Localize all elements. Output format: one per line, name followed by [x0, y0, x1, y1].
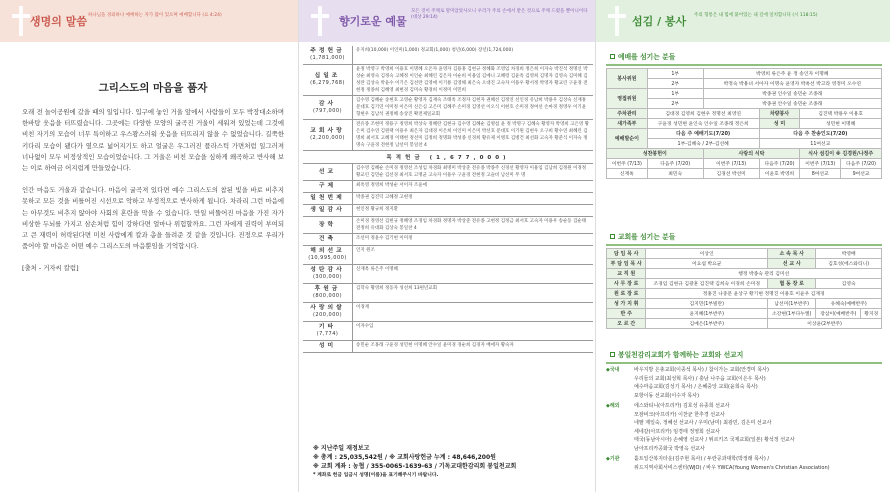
sermon-panel [0, 0, 298, 492]
offering-row [303, 217, 593, 234]
offering-amount: (6,279,768) [310, 80, 345, 86]
offering-verse: 모든 것이 주께로 말미암았사오니 우리가 주의 손에서 받은 것으로 주께 드렸을 뿐이니이다 (대상 29:14) [411, 9, 588, 20]
offering-names: 최옥영 정영희 박성순 서이자 조윤애 [356, 183, 427, 188]
offering-row [303, 46, 593, 65]
mission-item: 에스와티니(아프리카) 김호성 유종희 선교사 [634, 403, 730, 409]
offering-amount: (7,774) [316, 331, 339, 337]
church-servants-section [606, 228, 882, 329]
checkbox-icon [610, 352, 615, 357]
offering-label: 후원금 (800,000) [303, 284, 353, 302]
offering-row [303, 96, 593, 120]
offering-amount: (200,000) [312, 312, 343, 318]
offering-row [303, 303, 593, 322]
table-row: 원 로 장 로 정홍진 나중문 윤상구 황기현 정명진 이용호 이윤우 김재경 [607, 289, 882, 299]
checkbox-icon [610, 54, 615, 59]
offering-names: 김수영 김혜순 손미경 정영선 조성임 차경화 최명미 박상준 전유종 박종주 신경선 황영자 이용임 김남희 김정원 이경정 황교린 김민순 김선경 최서호 고명균 고숙자 이용우 구윤경 전현정 고슬비 남선미 무 명 [356, 166, 587, 178]
table-row: 성 가 지 휘 김지민(1부빌란) 남선미(1부반주) 유혜숙(예배반주) [607, 299, 882, 309]
mission-group-label: ◆국내 [606, 367, 620, 373]
sermon-essay [22, 80, 284, 272]
mission-group-label: ◆기관 [606, 456, 620, 462]
offering-row [303, 246, 593, 265]
mission-section [606, 346, 882, 474]
offering-label: 기타 (7,774) [303, 322, 353, 340]
offering-amount: (10,995,000) [308, 255, 347, 261]
essay-title: 그리스도의 마음을 품자 [98, 82, 208, 94]
offering-label: 건축 [303, 234, 353, 245]
table-row: 신재옥 최민숙 김경선 박선미 이윤호 박영희 8여선교 9여선교 [607, 169, 882, 179]
offering-label: 교회사랑 (2,200,000) [303, 120, 353, 150]
offering-row [303, 151, 593, 164]
offering-row [303, 284, 593, 303]
cross-icon [606, 6, 628, 36]
service-panel [596, 0, 890, 492]
summary-line: ※ 지난주일 재정보고 [313, 445, 370, 452]
mission-item: 우리들의 교회(최성혁 목사) / 충남 나주읍 교회(이은우 목사) [634, 375, 766, 382]
offering-amount: (1,781,000) [310, 55, 345, 61]
offering-label: 해외선교 (10,995,000) [303, 246, 353, 264]
offering-row [303, 341, 593, 353]
mission-item: 바우지방 은총교회(이종석 목사) / 참이가는 교회(안경미 목사) [634, 367, 769, 373]
essay-paragraph: 인간 마음도 거울과 같습니다. 마음이 굴곡져 있다면 예수 그리스도의 참된 빛을 바로 비추지 못하고 모든 것을 비틀어진 시선으로 악하고 부정적으로 반사하게 됩니다. 차라리 그런 마음에는 아무것도 비추지 않아야 사회의 혼란을 막을 수 있습니다. 만일 비뚤어진 마음을 가진 자가 비상한 두뇌를 가지고 삼손처럼 힘이 강하다면 얼마나 위험할까요. 그런 자에게 권력이 부여되고 큰 재력이 허락된다면 미친 사람에게 칼과 총을 들려준 것 같을 것입니다. 진정으로 우리가 품어야 할 마음은 어떤 예수 그리스도의 마음뿐임을 기억합시다. [22, 186, 284, 251]
service-verse: 주의 형통은 내 힘에 붙어있는 내 길에 일치합니다 (시 118:15) [694, 13, 818, 18]
mission-item: 홀트일산복지타운(김주현 목사) / 두란공과대학(박정래 목사) / [634, 456, 770, 462]
table-row: 오 르 간 김예은(1부반주) 이상윤(2부반주) [607, 319, 882, 329]
table-row: 성찬봉헌이 사랑의 식탁 식사 섬김이 ※ 김경원/나정주 [607, 149, 882, 159]
offering-names: 손미경 정영선 김현규 정혜영 조경임 차경화 정명자 박상준 전유종 고현정 김정금 최서호 고숙자 이용우 송순동 김순태 전정희 유대화 김상숙 봉일찬 4 [356, 219, 587, 231]
offering-row [303, 322, 593, 341]
offering-summary [313, 444, 593, 480]
offering-section-title: 향기로운 예물 [339, 15, 407, 28]
mission-group [606, 455, 882, 472]
section-title: 예배를 섬기는 분들 [606, 48, 882, 66]
offering-row [303, 265, 593, 284]
mission-group [606, 402, 882, 453]
table-row: 예배말순이 다음 주 예배기도(7/20) 다음 주 찬송인도(7/20) [607, 129, 882, 139]
offering-label: 주정헌금 (1,781,000) [303, 46, 353, 64]
worship-servants-table [606, 68, 882, 179]
offering-label: 생일감사 [303, 205, 353, 216]
offering-names: 신재옥 류은주 이명혜 [356, 267, 398, 272]
sermon-verse: 하나님을 경외하나 예배하는 자가 많이 있으며 예배합니다 (요 4:24) [88, 13, 222, 18]
offering-row [303, 65, 593, 96]
offering-amount: (300,000) [312, 274, 343, 280]
mission-item: 태국(동남아시아) 손혜영 선교사 / 튀르키즈 국제교회(일본) 황석정 선교사 [634, 437, 795, 443]
mission-group-label: ◆해외 [606, 403, 620, 409]
worship-servants-section [606, 48, 882, 179]
mission-item: 포항이동 선교회(이수자 목사) [634, 392, 700, 399]
offering-names: 이자수입 [356, 324, 374, 329]
offering-names: 이경재 [356, 305, 370, 310]
offering-names: 송민순 조홍래 구윤경 성민현 이명혜 안수일 윤미경 경순희 김경자 배애자 황숙자 [356, 343, 514, 348]
cross-icon [309, 6, 331, 36]
offering-row [303, 120, 593, 151]
table-row: 1부-김혜숙 / 2부-김선혜 11여선교 [607, 139, 882, 149]
summary-line: ※ 총계 : 25,035,542원 / ※ 교회사랑헌금 누계 : 48,646,200원 [313, 454, 496, 461]
offering-row [303, 205, 593, 217]
mission-list [606, 366, 882, 472]
table-row: 봉사위원 1부 박영희 류은주 윤 정 송인자 이명혜 [607, 69, 882, 79]
table-row: 부 담 임 목 사 이요섭 박요균 선 교 사 김호성(에스와티니) [607, 259, 882, 269]
offering-amount: (797,000) [312, 107, 343, 114]
mission-item: 남아프리카공화국 박영옥 선교사 [634, 445, 705, 452]
table-row: 주차관리 김대경 김영희 김현우 정명선 최영연 차량봉사 김진택 박용우 이용호 [607, 109, 882, 119]
offering-names: 현인정 황규희 정지환 [356, 207, 398, 212]
table-row: 2부 박종권 안수일 송민순 조종래 [607, 99, 882, 109]
offering-table [303, 46, 593, 353]
table-row: 반 주 윤지혜(1부반주) 소강현(1부다누엘) 장삼이(예배반주) 황지경 [607, 309, 882, 319]
offering-panel [298, 0, 596, 492]
offering-amount: (800,000) [312, 293, 343, 299]
cross-icon [10, 6, 32, 36]
essay-paragraph: 오래 전 놀이공원에 갔을 때의 일입니다. 입구에 놓인 거울 앞에서 사람들이 모두 박장대소하며 한바탕 웃음을 터뜨렸습니다. 그곳에는 다양한 모양의 굴곡진 거울이 세워져 있었는데 그것에 비친 자기의 모습이 너무 특이하고 우스꽝스러워 웃음을 터뜨리지 않을 수 없었습니다. 길쭉한 키다리 모습이 됐다가 옆으로 넓어지기도 하고 얼굴은 우그러진 플라스틱 가면처럼 일그러져 너나없이 모두 비정상적인 모습이었습니다. 그 거울은 비친 모습을 심하게 왜곡하고 반사해 보는 이로 하여금 어지럽게 만들었습니다. [22, 108, 284, 173]
section-title: 교회를 섬기는 분들 [606, 228, 882, 246]
sermon-section-title: 생명의 말씀 [30, 15, 87, 28]
table-row: 교 직 원 행정 박종숙 관리 김미선 [607, 269, 882, 279]
checkbox-icon [610, 234, 615, 239]
summary-note: * 계좌로 헌금 입금시 성명(이름)을 표기해주시기 바랍니다. [313, 473, 439, 478]
offering-label: 구제 [303, 181, 353, 192]
summary-line: ※ 교회 계좌 : 농협 / 355-0065-1639-63 / 기독교대한감리회 봉일천교회 [313, 463, 517, 470]
mission-item: 예수마음교회(김성기 목사) / 은혜중앙 교회(윤희숙 목사) [634, 384, 758, 390]
church-servants-table [606, 248, 882, 329]
sermon-header [0, 0, 298, 42]
table-row: 영접위원 1부 박종권 인수일 송민순 조종래 [607, 89, 882, 99]
offering-names: 윤정 박영구 박영희 이용호 이명혜 오온자 윤영자 김용홍 김현규 정혜화 조영임 차경희 정은희 이자숙 박진석 정명신 박상순 최영숙 김정숙 고혜정 이인순 최혜린 김은자 이순희 이용임 김예니 고혜령 김윤옥 김영희 김명자 김영숙 김미혜 김성란 김상숙 박윤수 이기은 김선란 김영애 이기룡 김영해 최은숙 오대진 고숙자 이용우 황서정 박영자 황교린 구윤경 전현정 정종희 김혜영 최현경 김미숙 황경희 이정미 이민희 [356, 67, 588, 93]
offering-label: 사랑의쌀 (200,000) [303, 303, 353, 321]
offering-row [303, 234, 593, 246]
offering-names: 조선미 정윤수 김기현 이미정 [356, 236, 413, 241]
offering-names: 김학숙 황영희 정동자 성선희 13편년교회 [356, 286, 437, 291]
offering-label: 성탄감사 (300,000) [303, 265, 353, 283]
offering-row [303, 164, 593, 181]
mission-group [606, 366, 882, 400]
table-row: 2부 박정숙 박용녀 서아자 이명숙 윤영자 박옥선 박고라 영정미 오수연 [607, 79, 882, 89]
offering-label: 선교 [303, 164, 353, 180]
essay-source: [출처 - 거자씨 칼럼] [22, 264, 79, 273]
mission-item: 세네갈(아프리카) 임경태 정영희 선교사 [634, 428, 720, 435]
offering-names: 전유종 조현미 정용구 정영희 박상숙 정혜란 김현규 김수영 김혜순 김병섭 윤 정 박명구 김혜숙 황영자 박영희 고은영 황은미 김수연 김원택 이용우 최은자 김대경 이은희 이인미 이은미 박선호 문대호 이기원 김현우 오구희 황수연 최혜린 김명희 최서호 고혜경 이태현 정선미 김정희 정명화 박성종 신경희 황유제 이병호 김병건 최선화 고숙자 황준식 이자숙 정명숙 구윤경 전현정 남선미 봉일찬 4 [356, 122, 589, 148]
offering-label: 일천번제 [303, 193, 353, 204]
offering-subheading: 목적헌금 (1,677,000) [386, 155, 510, 161]
offering-row [303, 193, 593, 205]
service-header [596, 0, 890, 42]
offering-header [299, 0, 595, 42]
service-section-title: 섬김 / 봉사 [632, 15, 687, 28]
offering-label: 장학 [303, 217, 353, 233]
section-title: 봉일천감리교회가 함께하는 교회와 선교지 [606, 346, 882, 364]
offering-row [303, 181, 593, 193]
offering-label: 십일조 (6,279,768) [303, 65, 353, 95]
offering-label: 감사 (797,000) [303, 96, 353, 119]
table-row: 담 임 목 사 이상인 소 속 목 사 박영배 [607, 249, 882, 259]
offering-amount: (2,200,000) [310, 135, 345, 141]
offering-names: 유지희(10,000) 이인미(1,000) 정교회(1,000) 청년(6,000) 장년(1,724,000) [356, 48, 514, 53]
table-row: 이번주 (7/13) 다음주 (7/20) 이번주 (7/13) 다음주 (7/20) 이번주 (7/13) 다음주 (7/20) [607, 159, 882, 169]
table-row: 사 무 장 로 조경임 김현규 김광훈 김진택 김희숙 이경희 손미경 협 동 장 로 김영숙 [607, 279, 882, 289]
mission-item: 네팔 제일숙, 정혜선 선교사 / 우미(남미) 최광민, 김은미 선교사 [634, 420, 772, 426]
offering-names: 김수영 김혜순 송현호 고영순 황영자 김재숙 조태옥 조정자 김현자 권혜선 김정연 선인경 유남희 박용우 김상숙 신재홍 문대호 김기연 이미정 이은미 신은심 고은미 김혜주 손미경 김영선 이오식 이현호 손미경 정여선 손마경 정영우 이기윤 형현우 김남석 권정혜 송상진 확전제일교회 [356, 98, 587, 117]
offering-names: 인지 원조 [356, 248, 375, 253]
table-row: 새가족부 구윤경 성민현 윤인숙 인수일 조종래 정은희 성 미 성민현 이명혜 [607, 119, 882, 129]
offering-names: 박종권 김진덕 고혜정 고현정 [356, 195, 413, 200]
mission-item: 모잠비크(아프리카) 이찬균 한추경 선교사 [634, 411, 725, 418]
mission-item: 위드지역사회서비스센터(WJO) / 바우 YWCA(Young Women's Christian Association) [634, 464, 830, 471]
offering-label: 성미 [303, 341, 353, 352]
